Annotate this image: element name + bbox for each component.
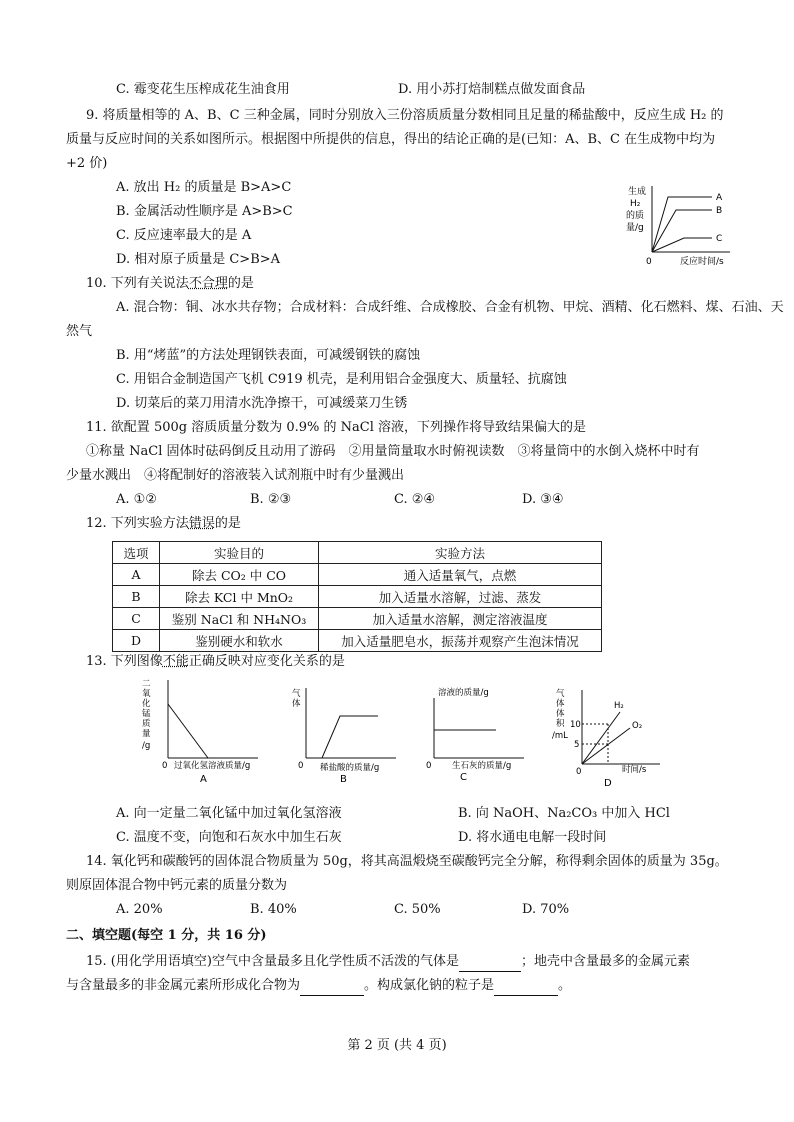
- q11-items-line2: 少量水溅出 ④将配制好的溶液装入试剂瓶中时有少量溅出: [66, 468, 405, 483]
- table-cell: A: [113, 564, 160, 586]
- q8-option-c: C. 霉变花生压榨成花生油食用: [116, 82, 290, 97]
- q13-option-b: B. 向 NaOH、Na₂CO₃ 中加入 HCl: [458, 806, 670, 821]
- q13d-label-h2: H₂: [614, 701, 624, 711]
- q10-option-c: C. 用铝合金制造国产飞机 C919 机壳，是利用铝合金强度大、质量轻、抗腐蚀: [116, 372, 567, 387]
- q10-option-b: B. 用“烤蓝”的方法处理钢铁表面，可减缓钢铁的腐蚀: [116, 348, 421, 363]
- q13d-ylabel-5: /mL: [552, 731, 568, 741]
- q9-option-a: A. 放出 H₂ 的质量是 B>A>C: [116, 180, 292, 195]
- table-cell: 通入适量氧气，点燃: [319, 564, 602, 586]
- q13-graph-d: [552, 686, 672, 810]
- table-cell: B: [113, 586, 160, 608]
- q9-graph-label-a: A: [716, 193, 723, 203]
- q12-emphasis: 错误: [188, 516, 215, 531]
- q9-graph-ylabel-4: 量/g: [626, 223, 644, 233]
- q9-graph-xlabel: 反应时间/s: [680, 257, 724, 267]
- q13d-tick-10: 10: [570, 720, 581, 730]
- table-cell: 鉴别 NaCl 和 NH₄NO₃: [160, 608, 319, 630]
- q13-graph-b: [288, 686, 398, 788]
- q13b-ylabel-1: 气: [292, 689, 301, 699]
- q13a-ylabel-3: 化: [142, 699, 151, 709]
- q13a-ylabel-4: 锰: [142, 709, 151, 719]
- table-row: [113, 564, 602, 586]
- q9-graph-ylabel-3: 的质: [626, 211, 645, 221]
- q15-line1: 15. (用化学用语填空)空气中含量最多且化学性质不活泼的气体是 ；地壳中含量最多的金属元素: [86, 952, 690, 972]
- q13b-tag: B: [340, 774, 347, 785]
- q9-stem-line2: 质量与反应时间的关系如图所示。根据图中所提供的信息，得出的结论正确的是(已知：A、B、C 在生成物中均为: [66, 132, 716, 147]
- q13d-line-h2: [582, 712, 620, 764]
- q13d-ylabel-3: 体: [556, 709, 565, 719]
- q9-graph: [612, 182, 742, 272]
- q9-option-c: C. 反应速率最大的是 A: [116, 228, 252, 243]
- q15-blank-3[interactable]: [494, 981, 558, 996]
- table-cell: 鉴别硬水和软水: [160, 630, 319, 652]
- table-row: [113, 630, 602, 652]
- table-header: 实验目的: [160, 542, 319, 564]
- q13a-ylabel-2: 氧: [142, 689, 151, 699]
- q13c-tag: C: [460, 772, 467, 783]
- q13c-origin: 0: [426, 761, 432, 771]
- table-header: 选项: [113, 542, 160, 564]
- q13-stem: 13. 下列图像不能正确反映对应变化关系的是: [86, 654, 345, 669]
- q13-emphasis: 不能: [162, 654, 189, 669]
- table-cell: D: [113, 630, 160, 652]
- table-cell: 加入适量水溶解，测定溶液温度: [319, 608, 602, 630]
- q15-blank-1[interactable]: [459, 957, 521, 972]
- section-title: 二、填空题(每空 1 分，共 16 分): [66, 928, 267, 943]
- q13a-ylabel-1: 二: [142, 679, 151, 689]
- q11-option-c: C. ②④: [394, 492, 436, 507]
- q11-option-a: A. ①②: [116, 492, 157, 507]
- table-cell: C: [113, 608, 160, 630]
- q13a-ylabel-7: /g: [142, 741, 151, 751]
- q9-option-d: D. 相对原子质量是 C>B>A: [116, 252, 281, 267]
- q10-option-d: D. 切菜后的菜刀用清水洗净擦干，可减缓菜刀生锈: [116, 396, 408, 411]
- q13a-xlabel: 过氧化氢溶液质量/g: [174, 761, 251, 771]
- q9-graph-line-a: [652, 197, 712, 252]
- q9-stem-line3: +2 价): [66, 156, 108, 171]
- q9-graph-ylabel-1: 生成: [628, 187, 647, 197]
- q15-line2: 与含量最多的非金属元素所形成化合物为 。构成氯化钠的粒子是 。: [66, 976, 571, 996]
- table-header-row: [113, 542, 602, 564]
- q13d-ylabel-4: 积: [556, 719, 565, 729]
- q10-option-a-line1: A. 混合物：铜、冰水共存物；合成材料：合成纤维、合成橡胶、合金有机物、甲烷、酒精、化石燃料、煤、石油、天: [116, 300, 784, 315]
- q11-items-line1: ①称量 NaCl 固体时砝码倒反且动用了游码 ②用量筒量取水时俯视读数 ③将量筒中的水倒入烧杯中时有: [86, 444, 700, 459]
- q13d-xlabel: 时间/s: [622, 765, 647, 775]
- q12-table: [112, 541, 602, 652]
- q13-graph-c: [420, 686, 530, 788]
- q13d-tag: D: [604, 778, 612, 789]
- q8-option-d: D. 用小苏打焙制糕点做发面食品: [398, 82, 586, 97]
- q12-stem: 12. 下列实验方法错误的是: [86, 516, 241, 531]
- q9-graph-ylabel-2: H₂: [630, 199, 641, 209]
- table-cell: 加入适量肥皂水，振荡并观察产生泡沫情况: [319, 630, 602, 652]
- q10-option-a-line2: 然气: [66, 324, 93, 339]
- q11-stem: 11. 欲配置 500g 溶质质量分数为 0.9% 的 NaCl 溶液，下列操作将导致结果偏大的是: [86, 420, 586, 435]
- q13d-ylabel-2: 体: [556, 699, 565, 709]
- q13-graph-a: [140, 676, 260, 788]
- q14-stem-line2: 则原固体混合物中钙元素的质量分数为: [66, 878, 288, 893]
- q9-stem-line1: 9. 将质量相等的 A、B、C 三种金属，同时分别放入三份溶质质量分数相同且足量的稀盐酸中，反应生成 H₂ 的: [86, 108, 724, 123]
- q13a-origin: 0: [162, 761, 168, 771]
- q13d-ylabel-1: 气: [556, 689, 565, 699]
- q13a-ylabel-5: 质: [142, 719, 151, 729]
- q13a-ylabel-6: 量: [142, 729, 151, 739]
- q14-option-c: C. 50%: [394, 902, 441, 917]
- q13d-line-o2: [582, 728, 630, 764]
- table-row: [113, 608, 602, 630]
- table-row: [113, 586, 602, 608]
- q13-option-d: D. 将水通电电解一段时间: [458, 830, 607, 845]
- page-footer: 第 2 页 (共 4 页): [347, 1038, 447, 1053]
- q14-option-a: A. 20%: [116, 902, 163, 917]
- q13-option-c: C. 温度不变，向饱和石灰水中加生石灰: [116, 830, 342, 845]
- q13b-origin: 0: [298, 761, 304, 771]
- q13a-curve: [168, 704, 208, 758]
- q9-graph-origin: 0: [646, 257, 652, 267]
- q10-stem: 10. 下列有关说法不合理的是: [86, 276, 254, 291]
- q15-blank-2[interactable]: [300, 981, 364, 996]
- q9-graph-label-b: B: [716, 206, 723, 216]
- q9-graph-line-c: [652, 238, 712, 252]
- q13a-tag: A: [200, 774, 207, 785]
- q9-option-b: B. 金属活动性顺序是 A>B>C: [116, 204, 293, 219]
- table-cell: 加入适量水溶解，过滤、蒸发: [319, 586, 602, 608]
- q13d-origin: 0: [576, 767, 582, 777]
- q13-option-a: A. 向一定量二氧化锰中加过氧化氢溶液: [116, 806, 342, 821]
- q13b-ylabel-2: 体: [292, 699, 301, 709]
- q13c-xlabel: 生石灰的质量/g: [452, 761, 512, 771]
- q9-graph-line-b: [652, 210, 712, 252]
- q13b-curve: [322, 716, 378, 758]
- q14-stem-line1: 14. 氧化钙和碳酸钙的固体混合物质量为 50g，将其高温煅烧至碳酸钙完全分解，称得剩余固体的质量为 35g。: [86, 854, 728, 869]
- table-cell: 除去 KCl 中 MnO₂: [160, 586, 319, 608]
- q10-emphasis: 不合理: [188, 276, 228, 291]
- q13b-xlabel: 稀盐酸的质量/g: [320, 763, 380, 773]
- q13c-ylabel: 溶液的质量/g: [438, 688, 489, 698]
- q11-option-b: B. ②③: [250, 492, 292, 507]
- q14-option-b: B. 40%: [250, 902, 297, 917]
- table-header: 实验方法: [319, 542, 602, 564]
- q13d-label-o2: O₂: [632, 721, 643, 731]
- q9-graph-label-c: C: [716, 234, 723, 244]
- q11-option-d: D. ③④: [522, 492, 564, 507]
- q13d-tick-5: 5: [574, 740, 580, 750]
- q14-option-d: D. 70%: [522, 902, 570, 917]
- table-cell: 除去 CO₂ 中 CO: [160, 564, 319, 586]
